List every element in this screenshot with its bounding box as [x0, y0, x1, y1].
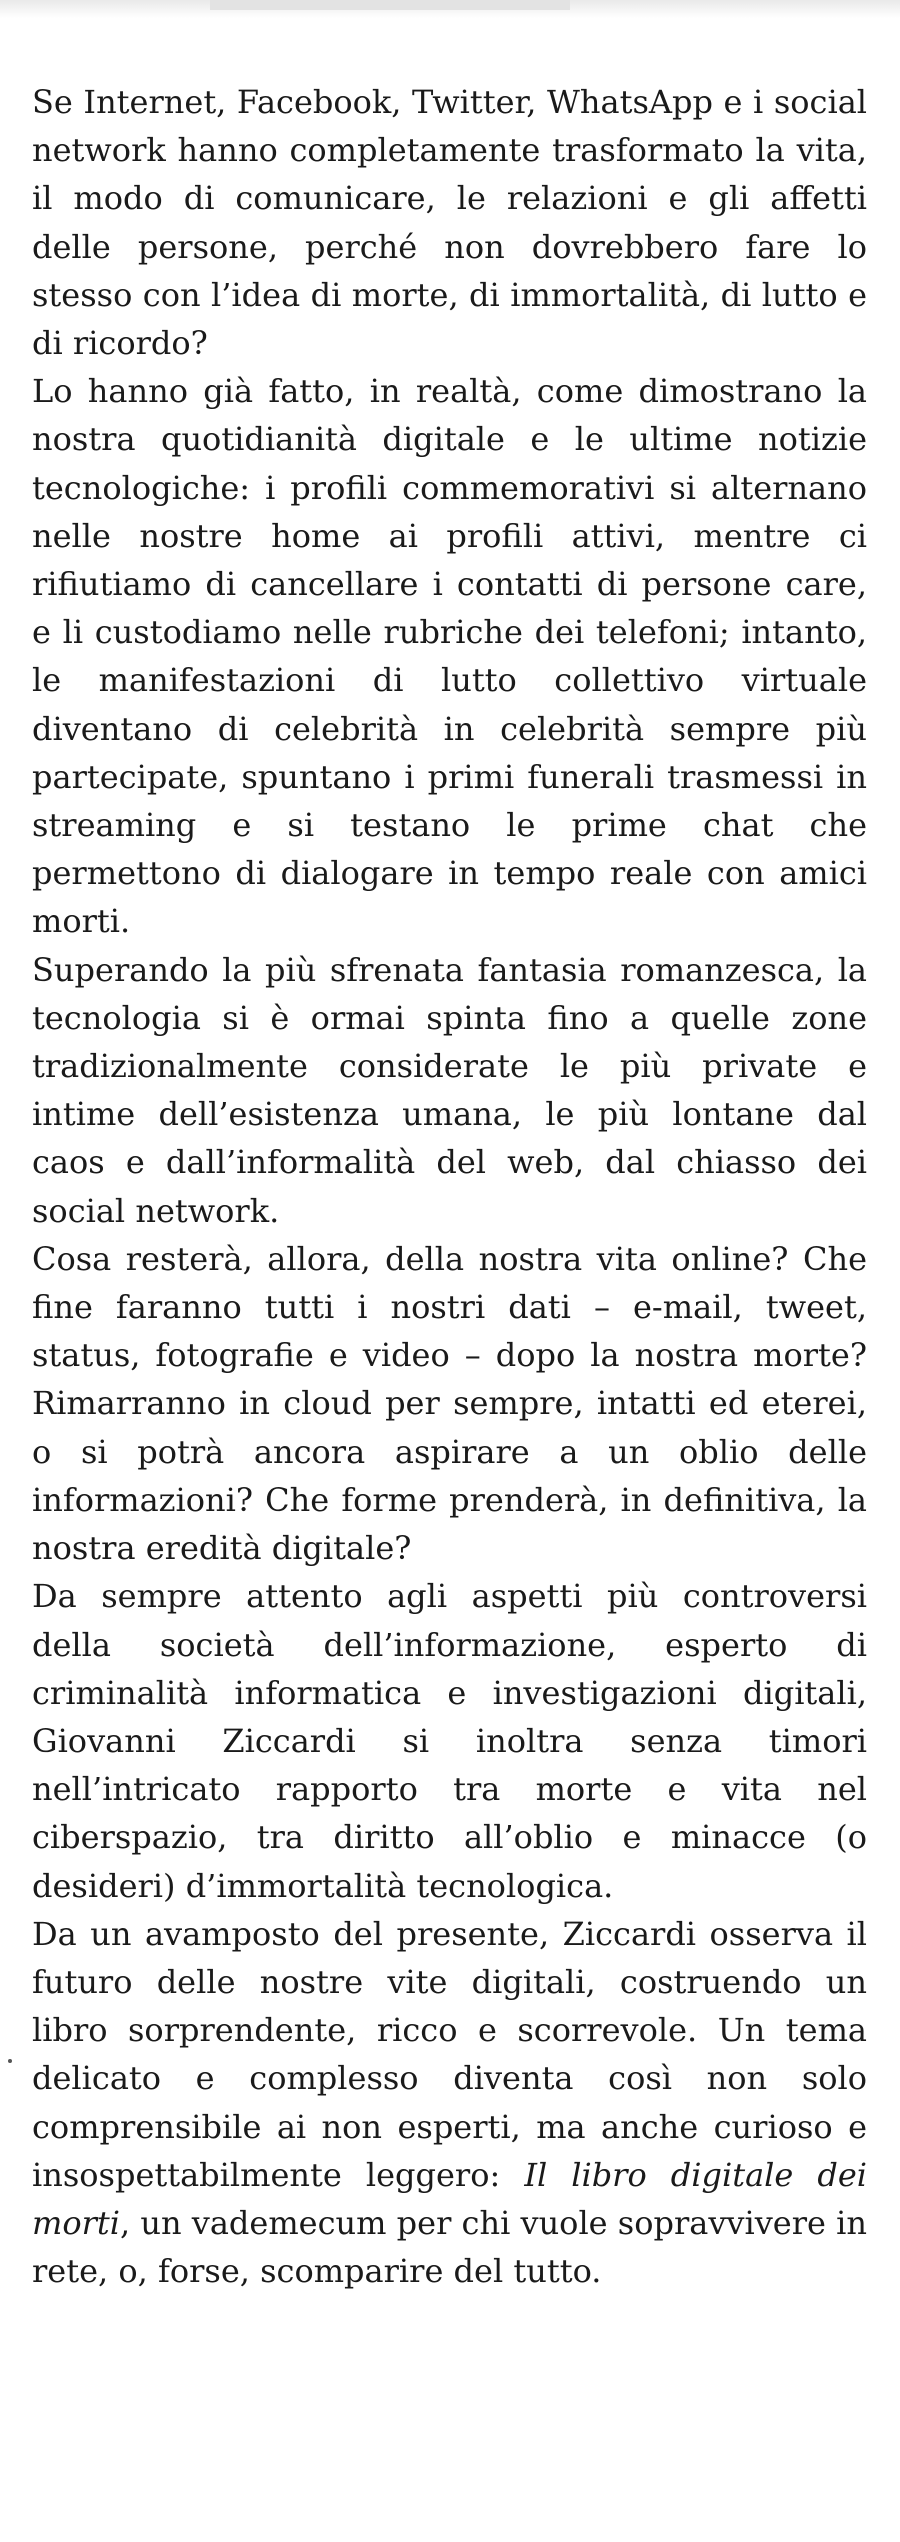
- paragraph-1-text: Se Internet, Facebook, Twitter, WhatsApp e i social network hanno completamente trasformato la vita, il modo di comunicare, le relazioni e gli affetti delle persone, perché non dovrebbero fare lo stesso con l’idea di morte, di immortalità, di lutto e di ricordo?: [32, 83, 867, 363]
- book-title: Il libro digitale dei morti: [32, 2155, 868, 2242]
- paragraph-6-text-start: Da un avamposto del presente, Ziccardi osserva il futuro delle nostre vite digitali, costruendo un libro sorprendente, ricco e scorrevole. Un tema delicato e complesso diventa così non solo comprensibile ai non esperti, ma anche curioso e insospettabilmente leggero:: [32, 1914, 867, 2194]
- paragraph-4-text: Cosa resterà, allora, della nostra vita online? Che fine faranno tutti i nostri dati – e-mail, tweet, status, fotografie e video – dopo la nostra morte? Rimarranno in cloud per sempre, intatti ed eterei, o si potrà ancora aspirare a un oblio delle informazioni? Che forme prenderà, in definitiva, la nostra eredità digitale?: [32, 1239, 867, 1568]
- scan-artifact: [210, 0, 570, 10]
- paragraph-3: [32, 946, 867, 1235]
- paragraph-4: [32, 1235, 867, 1572]
- paragraph-5-text: Da sempre attento agli aspetti più controversi della società dell’informazione, esperto di criminalità informatica e investigazioni digitali, Giovanni Ziccardi si inoltra senza timori nell’intricato rapporto tra morte e vita nel ciberspazio, tra diritto all’oblio e minacce (o desideri) d’immortalità tecnologica.: [32, 1577, 867, 1905]
- paragraph-2: [32, 367, 867, 945]
- book-blurb: [32, 78, 867, 2295]
- paragraph-3-text: Superando la più sfrenata fantasia romanzesca, la tecnologia si è ormai spinta fino a quelle zone tradizionalmente considerate le più private e intime dell’esistenza umana, le più lontane dal caos e dall’informalità del web, dal chiasso dei social network.: [32, 950, 867, 1230]
- paragraph-2-text: Lo hanno già fatto, in realtà, come dimostrano la nostra quotidianità digitale e le ultime notizie tecnologiche: i profili commemorativi si alternano nelle nostre home ai profili attivi, mentre ci rifiutiamo di cancellare i contatti di persone care, e li custodiamo nelle rubriche dei telefoni; intanto, le manifestazioni di lutto collettivo virtuale diventano di celebrità in celebrità sempre più partecipate, spuntano i primi funerali trasmessi in streaming e si testano le prime chat che permettono di dialogare in tempo reale con amici morti.: [32, 372, 867, 941]
- paragraph-6-text-end: , un vademecum per chi vuole sopravvivere in rete, o, forse, scomparire del tutto.: [32, 2203, 867, 2291]
- paragraph-6: [32, 1910, 867, 2296]
- margin-mark: [8, 2059, 12, 2063]
- paragraph-5: [32, 1572, 867, 1909]
- page-top-edge: [0, 0, 900, 18]
- paragraph-1: [32, 78, 867, 367]
